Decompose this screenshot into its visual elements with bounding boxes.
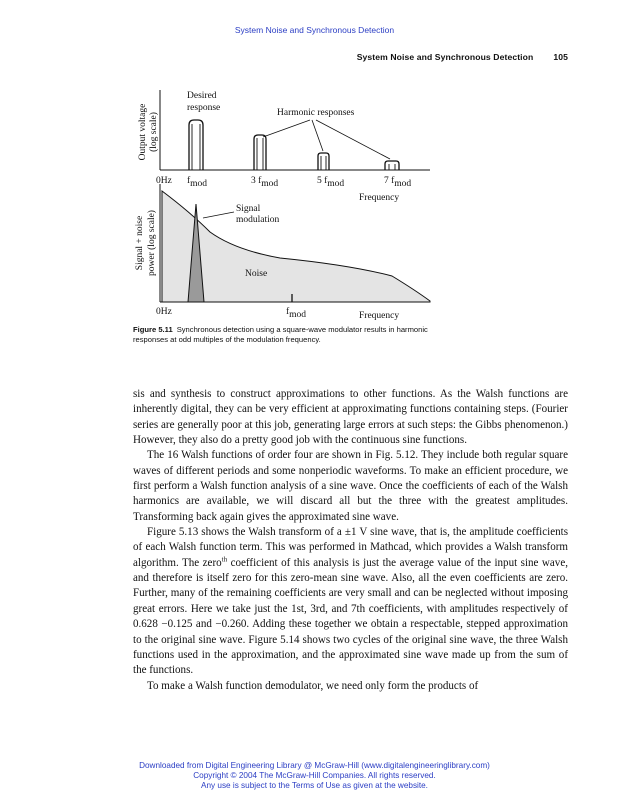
harmonic-pointer-5	[312, 120, 323, 151]
running-title: System Noise and Synchronous Detection	[356, 52, 534, 62]
top-tick-fmod-sub: mod	[190, 179, 208, 189]
bottom-tick-fmod-sub: mod	[289, 310, 307, 320]
desired-label-1: Desired	[187, 91, 217, 101]
running-header	[357, 52, 568, 62]
paragraph-3-part-2: coefficient of this analysis is just the average value of the input sine wave, and therefore is itself zero for this zero-mean sine wave. Also, all the even coefficients are zero. Further, many of the remaining coefficients are very small and can be neglected without imposing great errors. Here we take just the 1st, 3rd, and 7th coefficients, with amplitudes respectively of 0.628 −0.125 and −0.260. Adding these together we obtain a respectable, stepped approximation to the original sine wave. Figure 5.14 shows two cycles of the original sine wave, the three Walsh functions used in the approximation, and the approximated sine wave made up from the sum of the functions.	[133, 556, 568, 677]
top-tick-3fmod	[251, 175, 278, 189]
bottom-y-label-2: power (log scale)	[147, 210, 157, 276]
footer-terms[interactable]: Any use is subject to the Terms of Use as given at the website.	[201, 780, 428, 790]
body-text	[133, 387, 568, 694]
footer-notice	[0, 761, 629, 790]
signal-pointer	[203, 212, 234, 218]
bottom-y-label-1: Signal + noise	[135, 215, 145, 271]
bottom-tick-fmod	[286, 306, 306, 320]
figure-caption	[133, 325, 433, 344]
top-tick-0hz: 0Hz	[156, 176, 172, 186]
caption-label: Figure 5.11	[133, 325, 173, 334]
top-y-label-2: (log scale)	[149, 112, 159, 152]
footer-copyright: Copyright © 2004 The McGraw-Hill Companies. All rights reserved.	[193, 770, 436, 780]
harmonic-3-peak	[254, 135, 266, 170]
noise-label: Noise	[245, 269, 268, 279]
caption-text: Synchronous detection using a square-wave modulator results in harmonic responses at odd multiples of the modulation frequency.	[133, 325, 428, 344]
bottom-x-label: Frequency	[359, 311, 400, 320]
top-x-label: Frequency	[359, 193, 400, 203]
paragraph-3-sup: th	[221, 555, 228, 564]
bottom-plot	[135, 184, 430, 320]
harmonic-pointer-3	[263, 120, 310, 137]
top-tick-7fmod-sub: mod	[394, 179, 412, 189]
top-y-label-1: Output voltage	[138, 103, 148, 161]
bottom-tick-fmod-f: f	[286, 307, 290, 317]
harmonic-5-peak	[318, 153, 329, 170]
bottom-tick-0hz: 0Hz	[156, 307, 172, 317]
top-plot	[138, 90, 430, 203]
desired-response-peak	[189, 120, 203, 170]
top-tick-5fmod-sub: mod	[327, 179, 345, 189]
harmonic-7-peak	[385, 161, 399, 170]
signal-label-1: Signal	[236, 204, 261, 214]
signal-label-2: modulation	[236, 215, 280, 225]
top-tick-3fmod-sub: mod	[261, 179, 279, 189]
paragraph-2: The 16 Walsh functions of order four are shown in Fig. 5.12. They include both regular square waves of different periods and some nonperiodic waveforms. To make an efficient procedure, we first perform a Walsh function analysis of a sine wave. Once the coefficients of each of the Walsh harmonics are available, we will discard all but the three with the greatest amplitudes. Transforming back again gives the approximated sine wave.	[133, 449, 568, 523]
page-number: 105	[553, 52, 568, 62]
top-tick-fmod	[187, 175, 207, 189]
top-tick-5fmod	[317, 175, 344, 189]
top-tick-7fmod-f: 7 f	[384, 176, 395, 186]
top-link-title[interactable]: System Noise and Synchronous Detection	[234, 25, 395, 35]
paragraph-3	[133, 525, 568, 678]
paragraph-3-part-1: Figure 5.13 shows the Walsh transform of a ±1 V sine wave, that is, the amplitude coefficients of each Walsh function term. This was performed in Mathcad, which provides a Walsh transform algorithm. The zero	[133, 526, 568, 569]
harmonic-responses-label: Harmonic responses	[277, 108, 355, 118]
top-tick-fmod-f: f	[187, 176, 191, 186]
paragraph-1: sis and synthesis to construct approximations to other functions. As the Walsh functions are inherently digital, they can be very efficient at approximating functions containing steps. (Fourier series are generally poor at this job, generating large errors at such steps: the Gibbs phenomenon.) However, they also do a pretty good job with the continuous sine functions.	[133, 388, 568, 447]
desired-label-2: response	[187, 103, 221, 113]
figure-5-11	[130, 80, 440, 320]
top-tick-5fmod-f: 5 f	[317, 176, 328, 186]
top-tick-3fmod-f: 3 f	[251, 176, 262, 186]
top-tick-7fmod	[384, 175, 411, 189]
footer-download-link[interactable]: Downloaded from Digital Engineering Library @ McGraw-Hill (www.digitalengineeringlibrary.com)	[139, 761, 490, 770]
paragraph-4: To make a Walsh function demodulator, we need only form the products of	[147, 679, 479, 692]
